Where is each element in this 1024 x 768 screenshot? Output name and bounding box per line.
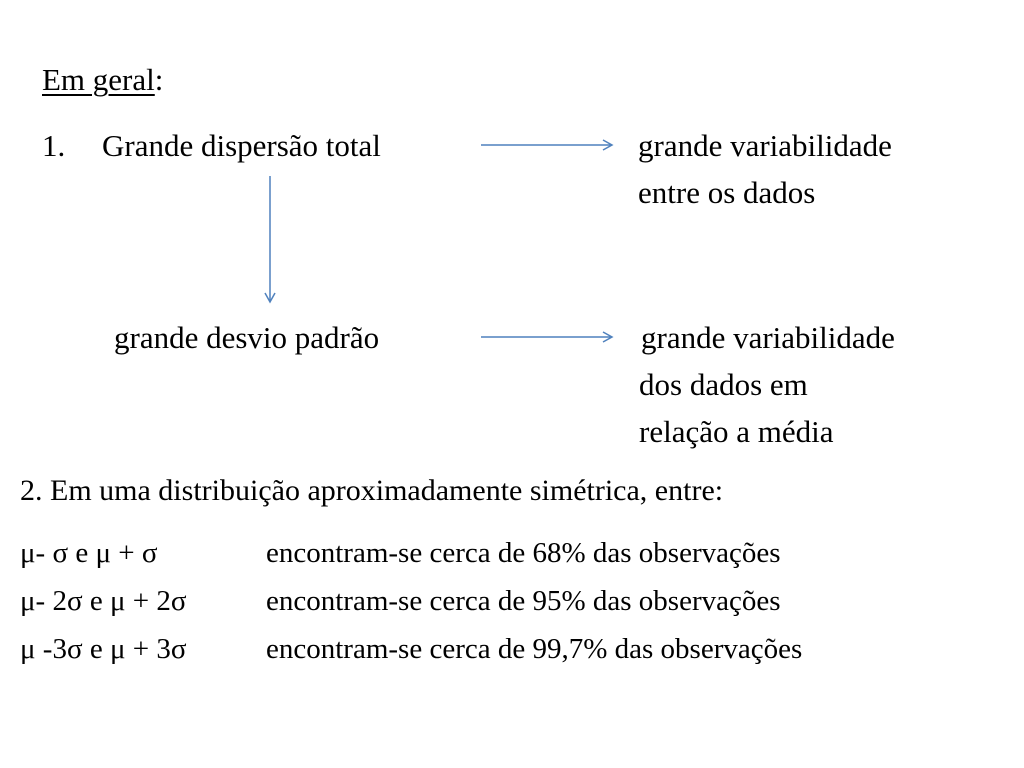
range-row-1	[20, 539, 781, 568]
item1-right-top-line2: entre os dados	[638, 175, 816, 210]
heading-label: Em geral	[42, 62, 155, 97]
arrow-right-bottom	[481, 332, 612, 342]
range-row-2	[20, 587, 781, 616]
item1-right-bottom-line3: relação a média	[639, 414, 834, 449]
item1-left-top: Grande dispersão total	[102, 128, 381, 163]
item1-right-bottom-line2: dos dados em	[639, 367, 808, 402]
range-row-3-expression: μ -3σ e μ + 3σ	[20, 633, 187, 665]
item2-intro: 2. Em uma distribuição aproximadamente simétrica, entre:	[20, 474, 724, 507]
range-row-1-text: encontram-se cerca de 68% das observações	[266, 537, 781, 569]
heading	[42, 64, 163, 95]
heading-colon: :	[154, 62, 164, 97]
arrow-right-top	[481, 140, 612, 150]
item1-right-bottom-line1: grande variabilidade	[641, 320, 895, 355]
item1-number: 1.	[42, 128, 66, 163]
range-row-3-text: encontram-se cerca de 99,7% das observações	[266, 633, 803, 665]
item1-left-bottom: grande desvio padrão	[114, 320, 380, 355]
range-row-2-text: encontram-se cerca de 95% das observações	[266, 585, 781, 617]
range-row-3	[20, 635, 802, 664]
range-row-1-expression: μ- σ e μ + σ	[20, 537, 158, 569]
range-row-2-expression: μ- 2σ e μ + 2σ	[20, 585, 187, 617]
arrow-down	[265, 176, 275, 302]
item1-right-top-line1: grande variabilidade	[638, 128, 892, 163]
